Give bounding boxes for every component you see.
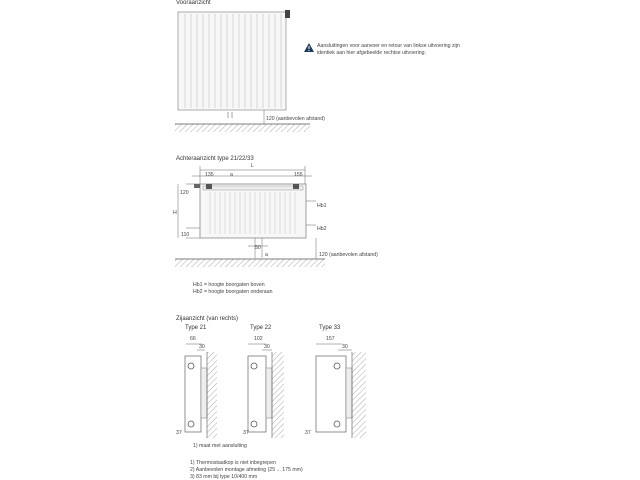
footnote-3: 3) 83 mm bij type 10/400 mm: [190, 474, 258, 480]
back-top-rail: [203, 186, 303, 190]
type22-width: 102: [254, 336, 263, 342]
connection-note: 1) maat met aansluiting: [193, 443, 247, 449]
back-dim-L: L: [251, 163, 254, 169]
back-floor-hatch: [175, 259, 325, 267]
front-note-line1: Aansluitingen voor aanvoer en retour van linkse uitvoering zijn: [317, 43, 460, 49]
back-view-drawing: [175, 166, 325, 267]
back-view-title: Achteraanzicht type 21/22/33: [176, 156, 254, 162]
type33-width: 157: [326, 336, 335, 342]
back-legend-line2: Hb2 = hoogte boorgaten onderaan: [193, 289, 273, 295]
front-radiator-panel: [178, 12, 286, 110]
side-dim-bottom: 37: [176, 430, 182, 436]
back-dim-height-bottom: 110: [181, 232, 190, 238]
back-dim-left: 135: [205, 172, 214, 178]
back-dim-H: H: [173, 210, 177, 216]
back-dim-height-top: 120: [180, 190, 189, 196]
type22-gap: 30: [264, 344, 270, 350]
back-bracket-left: [206, 184, 212, 189]
side-dim-bottom-33: 37: [305, 430, 311, 436]
front-floor-label: 120 (aanbevolen afstand): [266, 116, 325, 122]
back-connection-left: [194, 184, 200, 188]
type21-width: 66: [190, 336, 196, 342]
type22-label: Type 22: [250, 325, 272, 331]
side-view-type22: [248, 344, 284, 438]
back-dim-a: a: [230, 172, 233, 178]
type33-gap: 30: [342, 344, 348, 350]
type33-label: Type 33: [319, 325, 341, 331]
front-floor-hatch: [175, 124, 310, 132]
back-floor-label: 120 (aanbevolen afstand): [319, 252, 378, 258]
front-view-drawing: [175, 10, 310, 132]
back-label-hb2: Hb2: [317, 226, 327, 232]
footnote-1: 1) Thermostaatkop is niet inbegrepen: [190, 460, 276, 466]
side-view-type33: [316, 344, 366, 438]
side-dim-bottom-22: 37: [243, 430, 249, 436]
back-bracket-right: [293, 184, 299, 189]
type21-gap: 30: [199, 344, 205, 350]
back-legend-line1: Hb1 = hoogte boorgaten boven: [193, 282, 265, 288]
front-valve-arrows: [228, 112, 232, 118]
back-dim-bottom-a: a: [265, 252, 268, 258]
footnote-2: 2) Aanbevolen montage afmeting (25 ... 175 mm): [190, 467, 303, 473]
warning-icon: [304, 43, 314, 52]
back-dim-50: 50: [255, 245, 261, 251]
side-view-title: Zijaanzicht (van rechts): [176, 316, 239, 322]
back-label-hb1: Hb1: [317, 203, 327, 209]
back-dim-right: 155: [294, 172, 303, 178]
type21-label: Type 21: [185, 325, 207, 331]
side-view-type21: [185, 344, 217, 438]
front-note-line2: identiek aan hier afgebeelde rechtse uitvoering.: [317, 50, 427, 56]
front-view-title: Vooraanzicht: [176, 0, 211, 6]
front-valve: [285, 10, 290, 18]
